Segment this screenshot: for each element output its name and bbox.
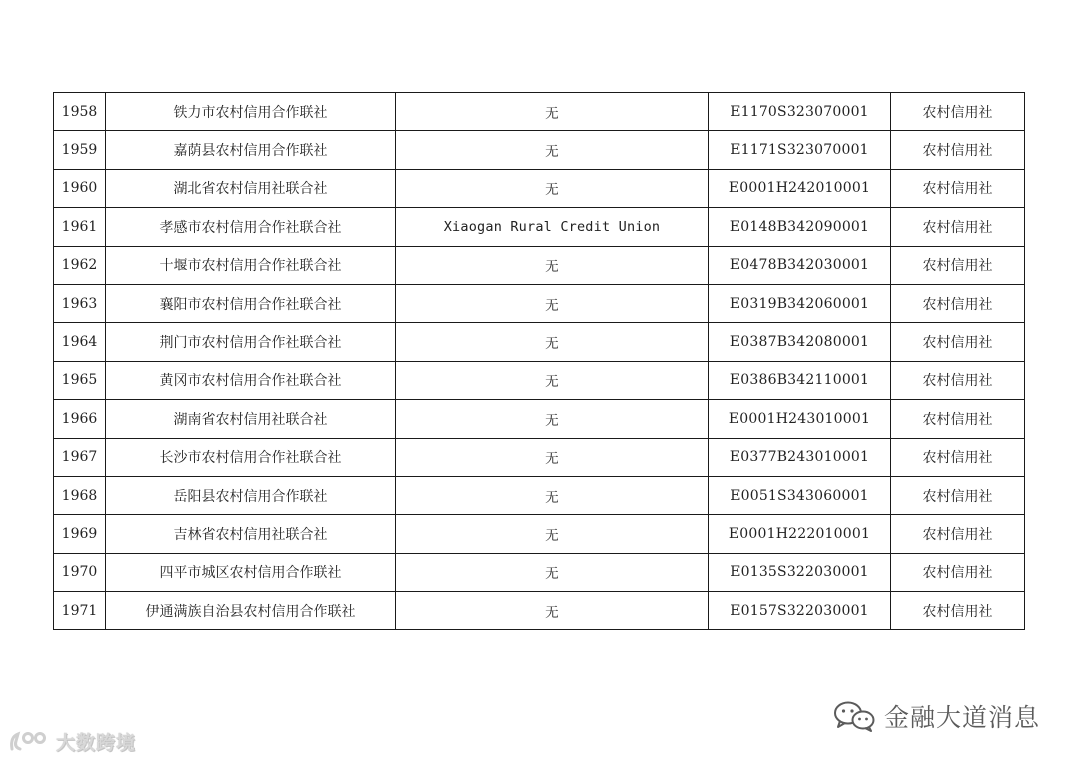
cell-institution-name: 伊通满族自治县农村信用合作联社 <box>106 592 396 630</box>
table-row <box>54 131 1025 169</box>
cell-institution-code: E0387B342080001 <box>709 323 891 361</box>
cell-institution-code: E0135S322030001 <box>709 553 891 591</box>
table-row <box>54 284 1025 322</box>
table-row <box>54 93 1025 131</box>
cell-institution-type: 农村信用社 <box>891 476 1025 514</box>
cell-institution-type: 农村信用社 <box>891 208 1025 246</box>
cell-institution-name: 嘉荫县农村信用合作联社 <box>106 131 396 169</box>
cell-institution-name: 岳阳县农村信用合作联社 <box>106 476 396 514</box>
watermark-left-text: 大数跨境 <box>56 732 137 754</box>
cell-number: 1970 <box>54 553 106 591</box>
cell-institution-code: E0051S343060001 <box>709 476 891 514</box>
cell-institution-type: 农村信用社 <box>891 515 1025 553</box>
cell-institution-name: 孝感市农村信用合作社联合社 <box>106 208 396 246</box>
cell-institution-type: 农村信用社 <box>891 553 1025 591</box>
cell-english-name: 无 <box>396 169 709 207</box>
cell-english-name: 无 <box>396 592 709 630</box>
table-row <box>54 476 1025 514</box>
watermark-wechat <box>832 698 1040 734</box>
cell-english-name: 无 <box>396 93 709 131</box>
cell-number: 1969 <box>54 515 106 553</box>
cell-institution-type: 农村信用社 <box>891 169 1025 207</box>
cell-institution-type: 农村信用社 <box>891 131 1025 169</box>
cell-number: 1959 <box>54 131 106 169</box>
cell-number: 1958 <box>54 93 106 131</box>
watermark-brand <box>8 728 136 755</box>
cell-institution-code: E0386B342110001 <box>709 361 891 399</box>
table-row <box>54 361 1025 399</box>
table-body <box>54 93 1025 630</box>
table-row <box>54 208 1025 246</box>
cell-institution-name: 黄冈市农村信用合作社联合社 <box>106 361 396 399</box>
cell-institution-code: E1171S323070001 <box>709 131 891 169</box>
cell-institution-name: 湖南省农村信用社联合社 <box>106 400 396 438</box>
cell-institution-code: E0001H222010001 <box>709 515 891 553</box>
cell-institution-name: 铁力市农村信用合作联社 <box>106 93 396 131</box>
table-row <box>54 323 1025 361</box>
cell-institution-code: E0377B243010001 <box>709 438 891 476</box>
cell-number: 1962 <box>54 246 106 284</box>
cell-institution-name: 四平市城区农村信用合作联社 <box>106 553 396 591</box>
table-row <box>54 592 1025 630</box>
table-row <box>54 553 1025 591</box>
cell-number: 1971 <box>54 592 106 630</box>
cell-institution-code: E0157S322030001 <box>709 592 891 630</box>
cell-english-name: 无 <box>396 361 709 399</box>
table-row <box>54 515 1025 553</box>
cell-institution-type: 农村信用社 <box>891 93 1025 131</box>
cell-institution-name: 吉林省农村信用社联合社 <box>106 515 396 553</box>
cell-english-name: 无 <box>396 400 709 438</box>
cell-number: 1967 <box>54 438 106 476</box>
cell-institution-name: 十堰市农村信用合作社联合社 <box>106 246 396 284</box>
cell-english-name: 无 <box>396 246 709 284</box>
cell-institution-type: 农村信用社 <box>891 438 1025 476</box>
cell-english-name: 无 <box>396 284 709 322</box>
cell-institution-name: 襄阳市农村信用合作社联合社 <box>106 284 396 322</box>
cell-number: 1963 <box>54 284 106 322</box>
cell-english-name: 无 <box>396 131 709 169</box>
cell-english-name: 无 <box>396 323 709 361</box>
cell-english-name: 无 <box>396 515 709 553</box>
table-row <box>54 246 1025 284</box>
cell-number: 1960 <box>54 169 106 207</box>
cell-english-name: 无 <box>396 553 709 591</box>
table-row <box>54 438 1025 476</box>
cell-institution-name: 湖北省农村信用社联合社 <box>106 169 396 207</box>
wechat-chat-icon <box>832 699 876 733</box>
cell-english-name: 无 <box>396 438 709 476</box>
cell-institution-type: 农村信用社 <box>891 400 1025 438</box>
cell-institution-code: E0001H243010001 <box>709 400 891 438</box>
watermark-right-text: 金融大道消息 <box>884 703 1041 732</box>
cell-institution-code: E0001H242010001 <box>709 169 891 207</box>
cell-number: 1968 <box>54 476 106 514</box>
cell-institution-code: E0478B342030001 <box>709 246 891 284</box>
cell-number: 1965 <box>54 361 106 399</box>
cell-institution-type: 农村信用社 <box>891 246 1025 284</box>
cell-institution-code: E0148B342090001 <box>709 208 891 246</box>
cell-institution-type: 农村信用社 <box>891 284 1025 322</box>
cell-number: 1964 <box>54 323 106 361</box>
cell-institution-code: E1170S323070001 <box>709 93 891 131</box>
table-row <box>54 169 1025 207</box>
institution-table <box>53 92 1025 630</box>
cell-institution-name: 荆门市农村信用合作社联合社 <box>106 323 396 361</box>
cell-english-name: 无 <box>396 476 709 514</box>
cell-number: 1966 <box>54 400 106 438</box>
cell-institution-type: 农村信用社 <box>891 323 1025 361</box>
cell-english-name: Xiaogan Rural Credit Union <box>396 208 709 246</box>
cell-number: 1961 <box>54 208 106 246</box>
cell-institution-code: E0319B342060001 <box>709 284 891 322</box>
brand-logo-icon <box>8 729 50 755</box>
cell-institution-name: 长沙市农村信用合作社联合社 <box>106 438 396 476</box>
cell-institution-type: 农村信用社 <box>891 361 1025 399</box>
cell-institution-type: 农村信用社 <box>891 592 1025 630</box>
table-row <box>54 400 1025 438</box>
